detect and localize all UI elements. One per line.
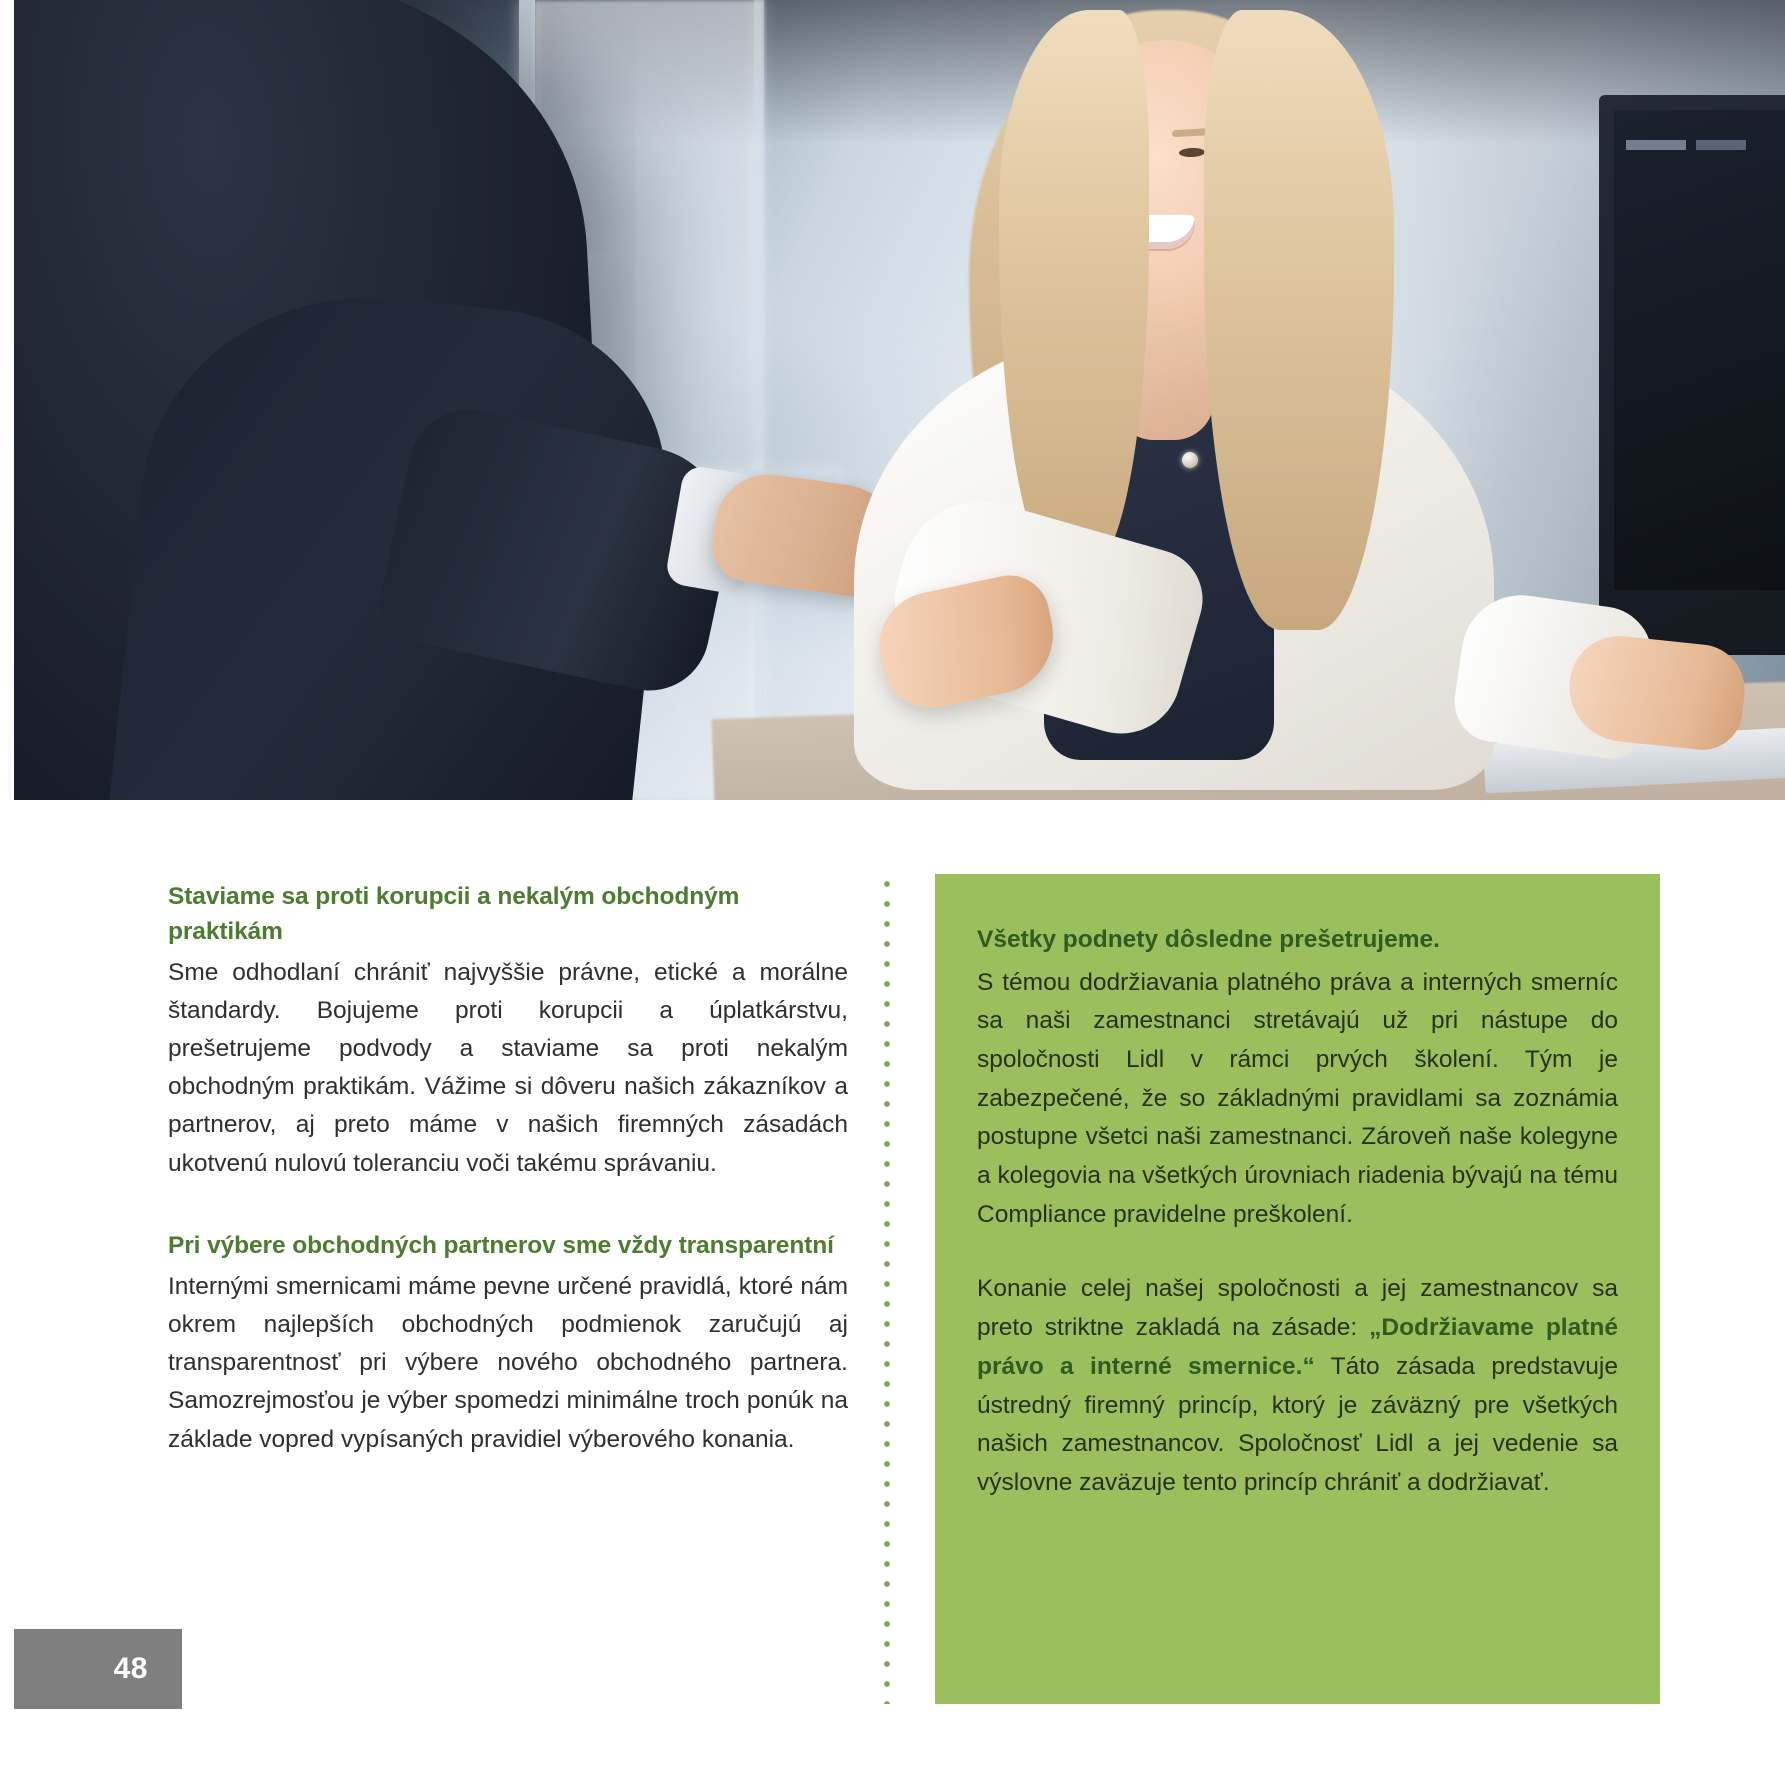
necklace-pendant <box>1182 452 1198 468</box>
callout-paragraph-1: S témou dodržiavania platného práva a interných smerníc sa naši zamestnanci stretávajú už pri nástupe do spoločnosti Lidl v rámci prvých školení. Tým je zabezpečené, že so základnými pravidlami sa zoznámia postupne všetci naši zamestnanci. Zároveň naše kolegyne a kolegovia na všetkých úrovniach riadenia bývajú na tému Compliance pravidelne preškolení. <box>977 968 1618 1228</box>
callout-heading: Všetky podnety dôsledne prešetrujeme. <box>977 926 1440 953</box>
callout-box <box>935 874 1660 1704</box>
page-number-tab <box>14 1629 182 1709</box>
section-heading-partner-selection: Pri výbere obchodných partnerov sme vždy transparentní <box>168 1231 834 1259</box>
monitor-screen <box>1614 110 1785 590</box>
callout-principle-quote: „Dodržiavame platné právo a interné smernice.“ <box>977 1314 1618 1380</box>
monitor-screen-text <box>1626 140 1776 150</box>
callout-paragraph-2-lead: Konanie celej našej spoločnosti a jej zamestnancov sa preto striktne zakladá na zásade: <box>977 1275 1618 1342</box>
woman-hair-front-left <box>999 10 1149 570</box>
woman-hair-front-right <box>1204 10 1394 630</box>
hero-photo <box>14 0 1785 800</box>
left-text-column <box>168 880 848 1459</box>
window-frame-vertical-secondary <box>754 0 764 800</box>
callout-paragraph-2-tail: Táto zásada predstavuje ústredný firemný princíp, ktorý je záväzný pre všetkých našich zamestnancov. Spoločnosť Lidl a jej vedenie sa výslovne zaväzuje tento princíp chrániť a dodržiavať. <box>977 1352 1618 1496</box>
section-body-anti-corruption: Sme odhodlaní chrániť najvyššie právne, etické a morálne štandardy. Bojujeme proti korupcii a úplatkárstvu, prešetrujeme podvody a staviame sa proti nekalým obchodným praktikám. Vážime si dôveru našich zákazníkov a partnerov, aj preto máme v našich firemných zásadách ukotvenú nulovú toleranciu voči takému správaniu. <box>168 958 848 1177</box>
page-content <box>0 800 1785 1785</box>
section-heading-anti-corruption: Staviame sa proti korupcii a nekalým obchodným praktikám <box>168 883 740 945</box>
callout-paragraph-2 <box>977 1270 1618 1502</box>
dotted-divider <box>884 874 890 1704</box>
section-body-partner-selection: Internými smernicami máme pevne určené pravidlá, ktoré nám okrem najlepších obchodných podmienok zaručujú aj transparentnosť pri výbere nového obchodného partnera. Samozrejmosťou je výber spomedzi minimálne troch ponúk na základe vopred vypísaných pravidiel výberového konania. <box>168 1272 848 1453</box>
page-number: 48 <box>113 1652 148 1685</box>
